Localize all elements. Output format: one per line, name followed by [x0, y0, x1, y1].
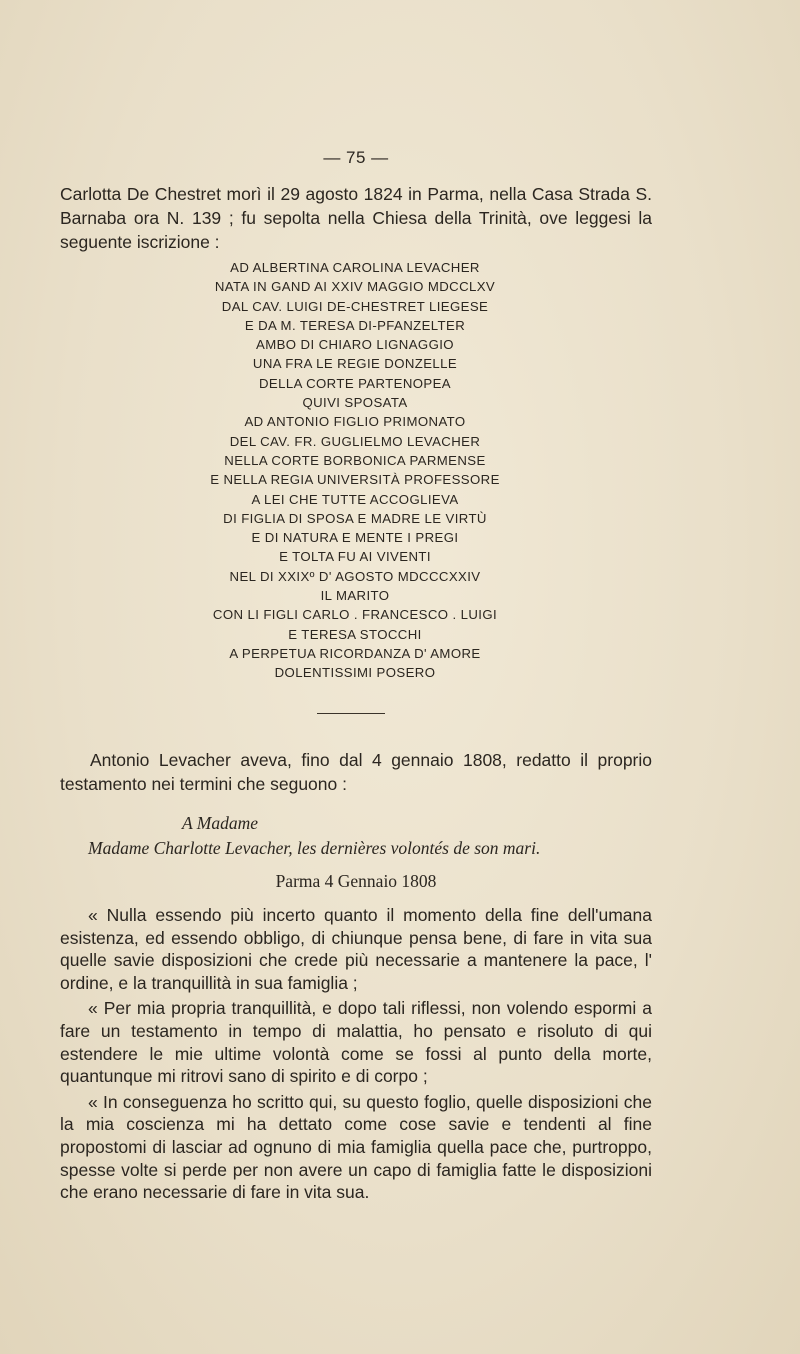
inscription-line: DOLENTISSIMI POSERO [274, 665, 436, 681]
inscription-line: A PERPETUA RICORDANZA D' AMORE [229, 645, 481, 661]
inscription-line: CON LI FIGLI CARLO . FRANCESCO . LUIGI [212, 607, 498, 623]
inscription-line: UNA FRA LE REGIE DONZELLE [252, 356, 458, 372]
antonio-text: Antonio Levacher aveva, fino dal 4 gennaio 1808, redatto il proprio testamento nei termini che seguono : [60, 750, 652, 794]
letter-address-line-1: A Madame [182, 813, 258, 833]
intro-paragraph [60, 182, 652, 254]
inscription-line: E NELLA REGIA UNIVERSITÀ PROFESSORE [210, 472, 500, 488]
letter-date: Parma 4 Gennaio 1808 [275, 871, 437, 891]
inscription-line: DEL CAV. FR. GUGLIELMO LEVACHER [229, 433, 481, 449]
inscription-line: E TOLTA FU AI VIVENTI [279, 549, 431, 565]
inscription-line: AD ALBERTINA CAROLINA LEVACHER [230, 260, 480, 275]
antonio-paragraph [60, 748, 652, 796]
intro-text: Carlotta De Chestret morì il 29 agosto 1824 in Parma, nella Casa Strada S. Barnaba ora N. 139 ; fu sepolta nella Chiesa della Trinità, ove leggesi la seguente iscrizione : [60, 184, 652, 252]
inscription-line: E TERESA STOCCHI [288, 626, 422, 642]
inscription-line: NATA IN GAND AI XXIV MAGGIO MDCCLXV [214, 279, 496, 295]
inscription-line: AMBO DI CHIARO LIGNAGGIO [256, 337, 454, 353]
inscription-line: A LEI CHE TUTTE ACCOGLIEVA [251, 491, 459, 507]
letter-paragraph: « Per mia propria tranquillità, e dopo tali riflessi, non volendo espormi a fare un testamento in tempo di malattia, ho pensato e risoluto di qui estendere le mie ultime volontà come se fossi al punto della morte, quantunque mi ritrovi sano di spirito e di corpo ; [60, 998, 652, 1087]
section-divider [317, 713, 385, 714]
inscription-line: E DI NATURA E MENTE I PREGI [251, 530, 459, 546]
inscription-line: QUIVI SPOSATA [302, 395, 408, 411]
letter-paragraph: « Nulla essendo più incerto quanto il momento della fine dell'umana esistenza, ed essendo obbligo, di chiunque pensa bene, di fare in vita sua quelle savie disposizioni che crede più necessarie a mantenere la pace, l' ordine, e la tranquillità in sua famiglia ; [60, 905, 652, 993]
inscription-line: DI FIGLIA DI SPOSA E MADRE LE VIRTÙ [223, 510, 487, 526]
epitaph-inscription [130, 258, 580, 683]
inscription-line: DAL CAV. LUIGI DE-CHESTRET LIEGESE [221, 298, 489, 314]
inscription-line: IL MARITO [320, 588, 390, 604]
inscription-line: DELLA CORTE PARTENOPEA [258, 375, 452, 391]
letter-body [60, 904, 652, 1207]
letter-address-line-2: Madame Charlotte Levacher, les dernières volontés de son mari. [88, 838, 541, 858]
inscription-line: E DA M. TERESA DI-PFANZELTER [244, 317, 466, 333]
inscription-line: AD ANTONIO FIGLIO PRIMONATO [244, 414, 466, 430]
page-number: — 75 — [323, 148, 389, 167]
letter-paragraph: « In conseguenza ho scritto qui, su questo foglio, quelle disposizioni che la mia coscienza mi ha dettato come cose savie e tendenti al fine propostomi di lasciar ad ognuno di mia famiglia quella pace che, purtroppo, spesse volte si perde per non avere un capo di famiglia fatte le disposizioni che erano necessarie di fare in vita sua. [60, 1091, 652, 1203]
inscription-line: NELLA CORTE BORBONICA PARMENSE [224, 452, 486, 468]
inscription-line: NEL DI XXIXº D' AGOSTO MDCCCXXIV [229, 568, 481, 584]
